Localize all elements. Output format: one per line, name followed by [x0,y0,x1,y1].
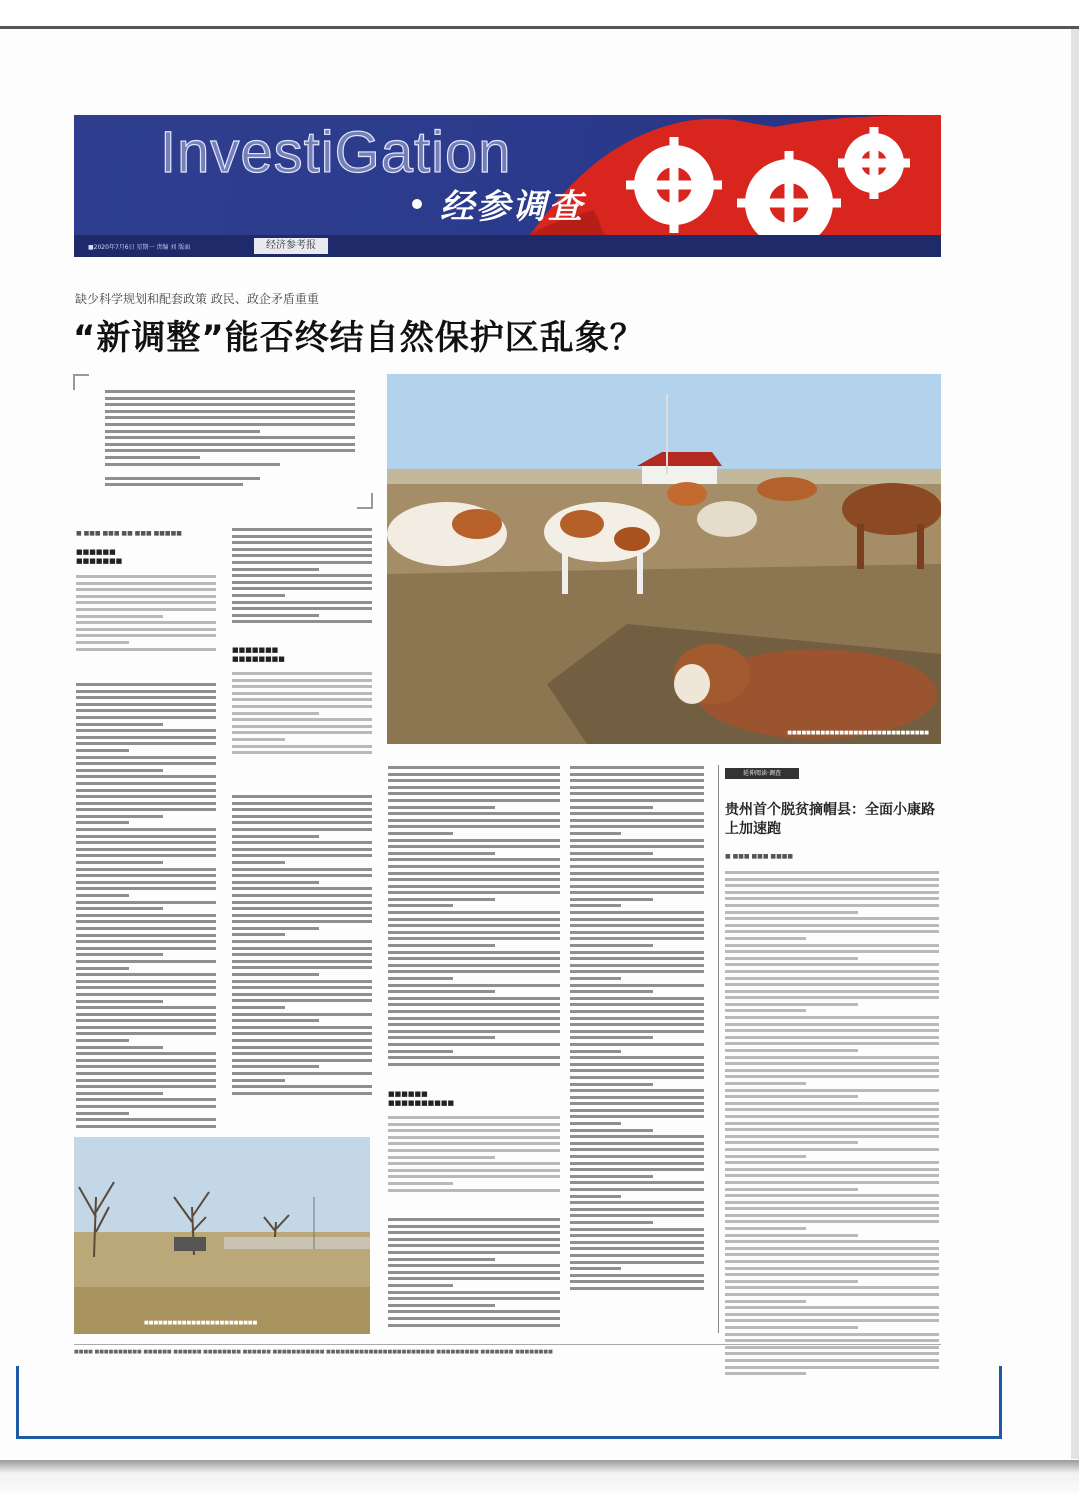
viewer-bottom-bar [0,1460,1079,1493]
body-column [232,672,372,758]
selection-frame [16,1366,1002,1439]
byline: ■ ■■■ ■■■ ■■■■ [725,853,794,860]
banner-title-cn: 经参调查 [440,187,584,227]
banner-bullet-icon [412,199,422,209]
page-edge-shadow [1071,29,1079,1459]
body-column [232,528,372,627]
body-column [725,871,939,1379]
article-headline: “新调整”能否终结自然保护区乱象？ [73,318,645,358]
section-subhead: ■■■■■■■ ■■■■■■■■ [232,646,285,663]
body-column [388,1116,560,1195]
banner-strip [74,235,941,257]
photo-caption: ■■■■■■■■■■■■■■■■■■■■■■■■ [144,1320,258,1326]
intro-bracket-icon [73,374,89,390]
grassland-photo [74,1137,370,1334]
body-column [388,1218,560,1330]
viewer-top-bar [0,0,1079,29]
body-column [388,766,560,1069]
cattle-photo-art [387,374,941,744]
section-subhead: ■■■■■■ ■■■■■■■■■■ [388,1090,455,1107]
section-subhead: ■■■■■■ ■■■■■■■ [76,548,123,565]
banner-title-en: InvestiGation [160,120,512,185]
body-column [76,683,216,1131]
sidebar-tag: 延伸阅读·调查 [725,768,799,779]
header-banner [74,115,941,257]
body-column [76,575,216,654]
intro-text [105,390,355,490]
photo-caption: ■■■■■■■■■■■■■■■■■■■■■■■■■■■■■■ [787,730,929,736]
banner-meta: ■2020年7月6日 星期一 责编 刘 版面 [88,244,191,251]
body-column [232,795,372,1098]
sidebar-article [718,765,942,1333]
article-intro [73,374,373,509]
sidebar-title: 贵州首个脱贫摘帽县：全面小康路上加速跑 [725,802,935,837]
article-kicker: 缺少科学规划和配套政策 政民、政企矛盾重重 [75,292,319,306]
intro-bracket-icon [357,493,373,509]
page-footer: ■■■■ ■■■■■■■■■■ ■■■■■■ ■■■■■■ ■■■■■■■■ ■■■■■■ ■■■■■■■■■■■ ■■■■■■■■■■■■■■■■■■■■■■■ ■■■■■■■■■ ■■■■■■■ ■■■■■■■■ [74,1344,941,1359]
byline: ■ ■■■ ■■■ ■■ ■■■ ■■■■■ [76,530,182,537]
cattle-photo [387,374,941,744]
body-column [570,766,704,1294]
grassland-photo-art [74,1137,370,1334]
newspaper-logo: 经济参考报 [254,238,328,254]
